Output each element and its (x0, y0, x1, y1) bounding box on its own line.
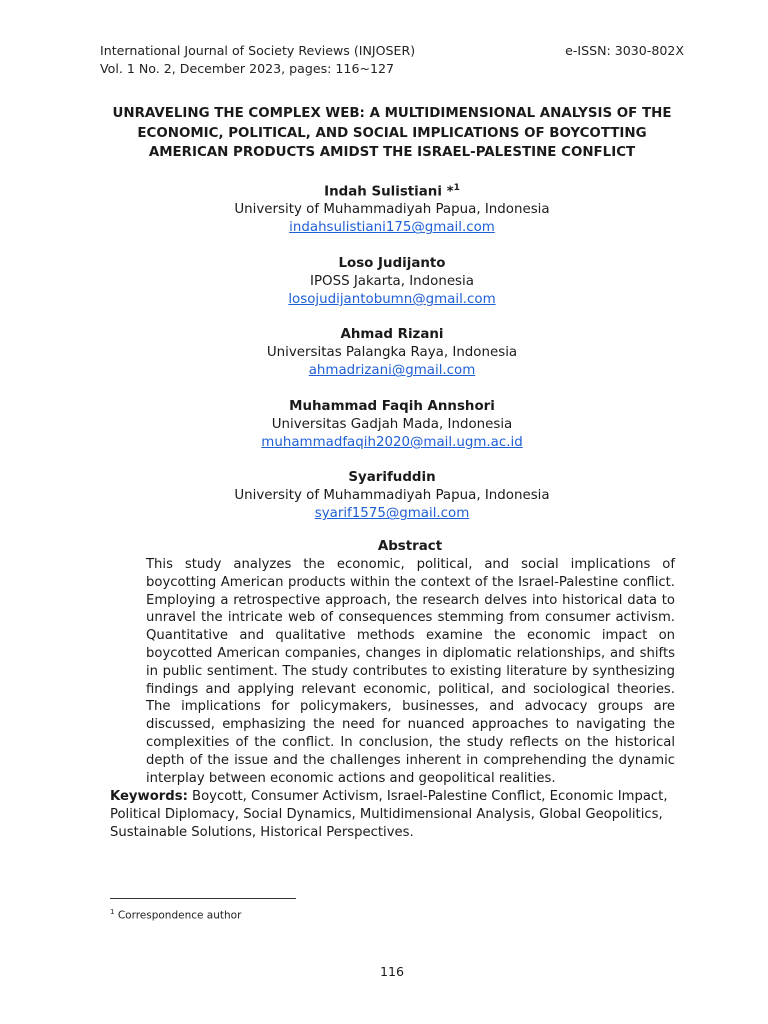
author-name: Loso Judijanto (338, 255, 446, 271)
footnote-divider (110, 898, 296, 899)
author-block (100, 326, 684, 380)
keywords-text: Boycott, Consumer Activism, Israel-Palestine Conflict, Economic Impact, Political Diplomacy, Social Dynamics, Multidimensional Analysis, Global Geopolitics, Sustainable Solutions, Historical Perspectives. (110, 789, 668, 840)
author-affiliation: University of Muhammadiyah Papua, Indonesia (234, 202, 550, 218)
author-name: Ahmad Rizani (340, 327, 444, 343)
author-affiliation: IPOSS Jakarta, Indonesia (310, 273, 474, 289)
footnote (110, 905, 241, 923)
journal-name: International Journal of Society Reviews (INJOSER) (100, 43, 416, 58)
abstract-text: This study analyzes the economic, political, and social implications of boycotting American products within the context of the Israel-Palestine conflict. Employing a retrospective approach, the research delves into historical data to unravel the intricate web of consequences stemming from consumer activism. Quantitative and qualitative methods examine the economic impact on boycotted American companies, changes in diplomatic relationships, and shifts in public sentiment. The study contributes to existing literature by synthesizing findings and applying relevant economic, political, and sociological theories. The implications for policymakers, businesses, and advocacy groups are discussed, emphasizing the need for nuanced approaches to navigating the complexities of the conflict. In conclusion, the study reflects on the historical depth of the issue and the challenges inherent in comprehending the dynamic interplay between economic actions and geopolitical realities. (146, 557, 675, 786)
author-name: Muhammad Faqih Annshori (289, 398, 495, 414)
page-number: 116 (379, 964, 405, 979)
paper-title: UNRAVELING THE COMPLEX WEB: A MULTIDIMENSIONAL ANALYSIS OF THE ECONOMIC, POLITICAL, AND SOCIAL IMPLICATIONS OF BOYCOTTING AMERICAN PRODUCTS AMIDST THE ISRAEL-PALESTINE CONFLICT (112, 106, 672, 160)
author-email-link[interactable]: syarif1575@gmail.com (314, 506, 470, 522)
keywords-label: Keywords: (110, 789, 188, 804)
abstract-heading: Abstract (377, 539, 443, 554)
author-email-link[interactable]: indahsulistiani175@gmail.com (289, 220, 495, 236)
author-list (100, 179, 684, 541)
author-email-link[interactable]: muhammadfaqih2020@mail.ugm.ac.id (261, 434, 523, 450)
author-block (100, 469, 684, 523)
author-affiliation: Universitas Palangka Raya, Indonesia (266, 345, 518, 361)
footnote-marker: 1 (110, 908, 115, 916)
author-block (100, 255, 684, 309)
author-email-link[interactable]: ahmadrizani@gmail.com (308, 363, 476, 379)
footnote-marker: 1 (453, 183, 460, 193)
keywords-section (110, 788, 670, 842)
footnote-text: Correspondence author (117, 909, 242, 922)
running-header (100, 42, 415, 78)
author-email-link[interactable]: losojudijantobumn@gmail.com (288, 291, 496, 307)
author-block (100, 398, 684, 452)
author-name: Indah Sulistiani *$^1$ (324, 183, 460, 200)
author-name: Syarifuddin (348, 470, 436, 486)
issn-label: e-ISSN: 3030-802X (565, 43, 684, 58)
author-affiliation: University of Muhammadiyah Papua, Indonesia (234, 488, 550, 504)
author-block (100, 179, 684, 237)
author-affiliation: Universitas Gadjah Mada, Indonesia (271, 416, 513, 432)
volume-info: Vol. 1 No. 2, December 2023, pages: 116~127 (100, 61, 395, 76)
